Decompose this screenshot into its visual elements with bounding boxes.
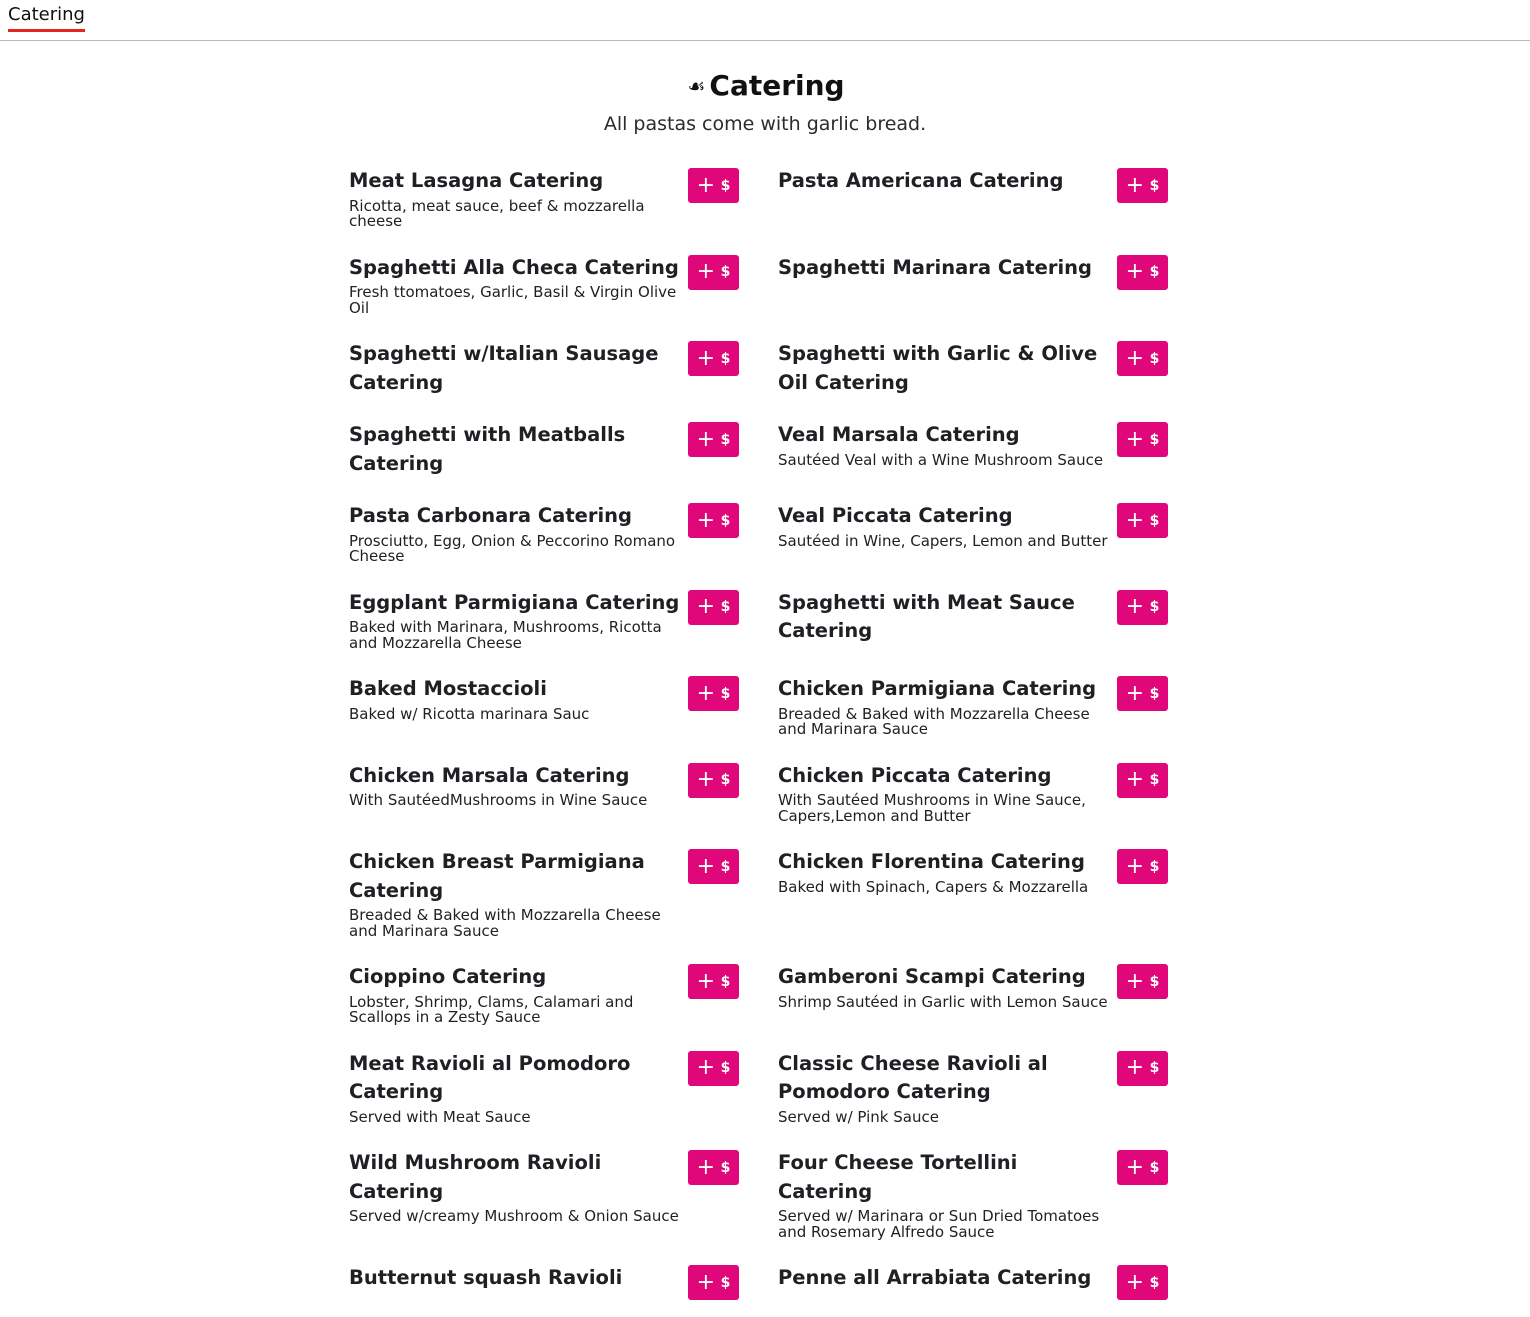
top-nav-bar bbox=[0, 0, 1530, 41]
plus-icon: + bbox=[1125, 853, 1145, 879]
menu-item-name[interactable]: Meat Lasagna Catering bbox=[349, 169, 604, 192]
plus-icon: + bbox=[1125, 767, 1145, 792]
menu-grid bbox=[349, 167, 1169, 1317]
menu-item-name[interactable]: Spaghetti w/Italian Sausage Catering bbox=[349, 342, 659, 394]
menu-item-name[interactable]: Chicken Breast Parmigiana Catering bbox=[349, 850, 645, 902]
plus-icon: + bbox=[1125, 507, 1145, 533]
menu-item-name[interactable]: Chicken Marsala Catering bbox=[349, 763, 630, 787]
menu-item-name[interactable]: Spaghetti with Garlic & Olive Oil Catering bbox=[778, 342, 1098, 394]
menu-item-name[interactable]: Spaghetti Marinara Catering bbox=[778, 255, 1092, 279]
add-to-order-button[interactable] bbox=[1117, 590, 1168, 625]
menu-item[interactable] bbox=[349, 675, 739, 762]
menu-item[interactable] bbox=[778, 502, 1168, 589]
menu-item[interactable] bbox=[349, 1149, 739, 1264]
menu-item-description: Served with Meat Sauce bbox=[349, 1107, 531, 1126]
price-icon: $ bbox=[1149, 858, 1160, 875]
plus-icon: + bbox=[696, 680, 716, 706]
plus-icon: + bbox=[1125, 172, 1145, 198]
menu-item-name[interactable]: Chicken Parmigiana Catering bbox=[778, 677, 1097, 700]
menu-item-name[interactable]: Veal Piccata Catering bbox=[778, 504, 1013, 527]
plus-icon: + bbox=[1125, 1055, 1145, 1080]
menu-item-name[interactable]: Spaghetti with Meat Sauce Catering bbox=[778, 590, 1075, 642]
menu-item-name[interactable]: Meat Ravioli al Pomodoro Catering bbox=[349, 1051, 631, 1103]
menu-item-name[interactable]: Four Cheese Tortellini Catering bbox=[778, 1151, 1018, 1203]
menu-item[interactable] bbox=[778, 963, 1168, 1050]
add-to-order-button[interactable] bbox=[688, 341, 739, 376]
price-icon: $ bbox=[720, 858, 731, 875]
plus-icon: + bbox=[1125, 968, 1145, 994]
plus-icon: + bbox=[696, 853, 716, 879]
add-to-order-button[interactable] bbox=[1117, 1150, 1168, 1185]
plus-icon: + bbox=[1125, 426, 1145, 452]
plus-icon: + bbox=[1125, 1154, 1145, 1180]
menu-item-name[interactable]: Butternut squash Ravioli bbox=[349, 1266, 623, 1289]
add-to-order-button[interactable] bbox=[1117, 422, 1168, 457]
menu-item-name[interactable]: Gamberoni Scampi Catering bbox=[778, 965, 1086, 988]
menu-item-description: Sautéed in Wine, Capers, Lemon and Butter bbox=[778, 531, 1108, 550]
add-to-order-button[interactable] bbox=[688, 255, 739, 290]
menu-item-name[interactable]: Pasta Americana Catering bbox=[778, 169, 1064, 192]
menu-item-description: Ricotta, meat sauce, beef & mozzarella cheese bbox=[349, 196, 645, 230]
plus-icon: + bbox=[696, 1154, 716, 1180]
add-to-order-button[interactable] bbox=[688, 676, 739, 711]
price-icon: $ bbox=[720, 1159, 731, 1176]
menu-item-name[interactable]: Eggplant Parmigiana Catering bbox=[349, 590, 680, 614]
add-to-order-button[interactable] bbox=[1117, 676, 1168, 711]
price-icon: $ bbox=[720, 685, 731, 702]
add-to-order-button[interactable] bbox=[1117, 763, 1168, 798]
add-to-order-button[interactable] bbox=[688, 590, 739, 625]
menu-item[interactable] bbox=[778, 340, 1168, 421]
price-icon: $ bbox=[1149, 599, 1160, 615]
price-icon: $ bbox=[1149, 350, 1160, 367]
menu-item[interactable] bbox=[349, 762, 739, 849]
price-icon: $ bbox=[1149, 772, 1160, 788]
price-icon: $ bbox=[720, 177, 731, 194]
menu-item-name[interactable]: Veal Marsala Catering bbox=[778, 423, 1020, 446]
menu-item-description: Sautéed Veal with a Wine Mushroom Sauce bbox=[778, 450, 1104, 469]
price-icon: $ bbox=[1149, 1274, 1160, 1291]
plus-icon: + bbox=[1125, 1269, 1145, 1295]
plus-icon: + bbox=[1125, 680, 1145, 706]
price-icon: $ bbox=[720, 1274, 731, 1291]
menu-item-description: Shrimp Sautéed in Garlic with Lemon Sauce bbox=[778, 992, 1108, 1011]
menu-item-description: With SautéedMushrooms in Wine Sauce bbox=[349, 791, 648, 809]
menu-item[interactable] bbox=[349, 340, 739, 421]
menu-item[interactable] bbox=[349, 167, 739, 254]
add-to-order-button[interactable] bbox=[688, 763, 739, 798]
price-icon: $ bbox=[1149, 431, 1160, 448]
add-to-order-button[interactable] bbox=[688, 503, 739, 538]
chef-hat-icon: ☙ bbox=[687, 74, 706, 98]
menu-item[interactable] bbox=[778, 762, 1168, 849]
menu-item[interactable] bbox=[778, 589, 1168, 676]
menu-item[interactable] bbox=[778, 254, 1168, 341]
menu-item-description: Breaded & Baked with Mozzarella Cheese and Marinara Sauce bbox=[778, 704, 1090, 738]
menu-item-name[interactable]: Chicken Piccata Catering bbox=[778, 763, 1052, 787]
menu-item-name[interactable]: Chicken Florentina Catering bbox=[778, 850, 1085, 873]
plus-icon: + bbox=[696, 507, 716, 533]
menu-item-description: Prosciutto, Egg, Onion & Peccorino Romano Cheese bbox=[349, 531, 676, 565]
menu-item-description: Lobster, Shrimp, Clams, Calamari and Scallops in a Zesty Sauce bbox=[349, 992, 634, 1026]
menu-item[interactable] bbox=[349, 589, 739, 676]
price-icon: $ bbox=[1149, 1159, 1160, 1176]
add-to-order-button[interactable] bbox=[1117, 964, 1168, 999]
menu-item[interactable] bbox=[349, 502, 739, 589]
menu-item-description: Served w/ Marinara or Sun Dried Tomatoes and Rosemary Alfredo Sauce bbox=[778, 1207, 1100, 1241]
menu-item-description: Served w/ Pink Sauce bbox=[778, 1107, 939, 1126]
add-to-order-button[interactable] bbox=[688, 1150, 739, 1185]
add-to-order-button[interactable] bbox=[688, 422, 739, 457]
menu-item[interactable] bbox=[778, 1050, 1168, 1150]
plus-icon: + bbox=[696, 1269, 716, 1295]
menu-item-description: With Sautéed Mushrooms in Wine Sauce, Capers,Lemon and Butter bbox=[778, 791, 1086, 825]
add-to-order-button[interactable] bbox=[1117, 1265, 1168, 1300]
add-to-order-button[interactable] bbox=[688, 1265, 739, 1300]
price-icon: $ bbox=[720, 264, 731, 280]
page-subtitle: All pastas come with garlic bread. bbox=[603, 113, 927, 135]
menu-item-description: Baked with Spinach, Capers & Mozzarella bbox=[778, 877, 1089, 896]
plus-icon: + bbox=[1125, 259, 1145, 284]
menu-item[interactable] bbox=[349, 848, 739, 963]
page-title-row bbox=[685, 69, 844, 103]
plus-icon: + bbox=[696, 594, 716, 619]
menu-item-name[interactable]: Pasta Carbonara Catering bbox=[349, 504, 633, 527]
add-to-order-button[interactable] bbox=[1117, 503, 1168, 538]
price-icon: $ bbox=[1149, 973, 1160, 990]
plus-icon: + bbox=[696, 345, 716, 371]
page-header bbox=[0, 69, 1530, 135]
price-icon: $ bbox=[720, 431, 731, 448]
menu-item[interactable] bbox=[349, 421, 739, 502]
menu-item-name[interactable]: Classic Cheese Ravioli al Pomodoro Catering bbox=[778, 1051, 1048, 1103]
add-to-order-button[interactable] bbox=[688, 849, 739, 884]
menu-item[interactable] bbox=[349, 254, 739, 341]
menu-item[interactable] bbox=[778, 1149, 1168, 1264]
plus-icon: + bbox=[696, 172, 716, 198]
price-icon: $ bbox=[720, 973, 731, 990]
menu-item[interactable] bbox=[349, 1050, 739, 1150]
menu-item[interactable] bbox=[778, 848, 1168, 963]
plus-icon: + bbox=[1125, 345, 1145, 371]
menu-item[interactable] bbox=[778, 167, 1168, 254]
menu-item-description: Baked w/ Ricotta marinara Sauc bbox=[349, 704, 590, 723]
menu-item-name[interactable]: Penne all Arrabiata Catering bbox=[778, 1266, 1092, 1289]
add-to-order-button[interactable] bbox=[1117, 1051, 1168, 1086]
price-icon: $ bbox=[1149, 512, 1160, 529]
tab-catering[interactable]: Catering bbox=[8, 4, 85, 32]
plus-icon: + bbox=[696, 767, 716, 792]
price-icon: $ bbox=[720, 599, 731, 615]
plus-icon: + bbox=[1125, 594, 1145, 619]
menu-item[interactable] bbox=[349, 963, 739, 1050]
add-to-order-button[interactable] bbox=[688, 964, 739, 999]
menu-item-description: Served w/creamy Mushroom & Onion Sauce bbox=[349, 1207, 679, 1225]
price-icon: $ bbox=[1149, 685, 1160, 702]
add-to-order-button[interactable] bbox=[1117, 255, 1168, 290]
menu-item-name[interactable]: Spaghetti Alla Checa Catering bbox=[349, 255, 679, 279]
menu-item-description: Baked with Marinara, Mushrooms, Ricotta and Mozzarella Cheese bbox=[349, 618, 662, 652]
menu-item-name[interactable]: Wild Mushroom Ravioli Catering bbox=[349, 1151, 602, 1203]
menu-item[interactable] bbox=[778, 675, 1168, 762]
plus-icon: + bbox=[696, 1055, 716, 1080]
menu-item-description: Breaded & Baked with Mozzarella Cheese and Marinara Sauce bbox=[349, 906, 661, 940]
plus-icon: + bbox=[696, 968, 716, 994]
plus-icon: + bbox=[696, 426, 716, 452]
menu-item-description: Fresh ttomatoes, Garlic, Basil & Virgin Olive Oil bbox=[349, 283, 677, 317]
price-icon: $ bbox=[720, 350, 731, 367]
price-icon: $ bbox=[1149, 177, 1160, 194]
menu-item-name[interactable]: Cioppino Catering bbox=[349, 965, 547, 988]
price-icon: $ bbox=[720, 772, 731, 788]
plus-icon: + bbox=[696, 259, 716, 284]
price-icon: $ bbox=[1149, 1060, 1160, 1076]
add-to-order-button[interactable] bbox=[1117, 168, 1168, 203]
add-to-order-button[interactable] bbox=[688, 168, 739, 203]
price-icon: $ bbox=[1149, 264, 1160, 280]
menu-item-name[interactable]: Spaghetti with Meatballs Catering bbox=[349, 423, 626, 475]
menu-item[interactable] bbox=[778, 421, 1168, 502]
price-icon: $ bbox=[720, 1060, 731, 1076]
page-title: Catering bbox=[709, 69, 845, 102]
menu-item[interactable] bbox=[349, 1264, 739, 1317]
menu-item-name[interactable]: Baked Mostaccioli bbox=[349, 677, 547, 700]
price-icon: $ bbox=[720, 512, 731, 529]
add-to-order-button[interactable] bbox=[1117, 849, 1168, 884]
add-to-order-button[interactable] bbox=[688, 1051, 739, 1086]
menu-item[interactable] bbox=[778, 1264, 1168, 1317]
add-to-order-button[interactable] bbox=[1117, 341, 1168, 376]
